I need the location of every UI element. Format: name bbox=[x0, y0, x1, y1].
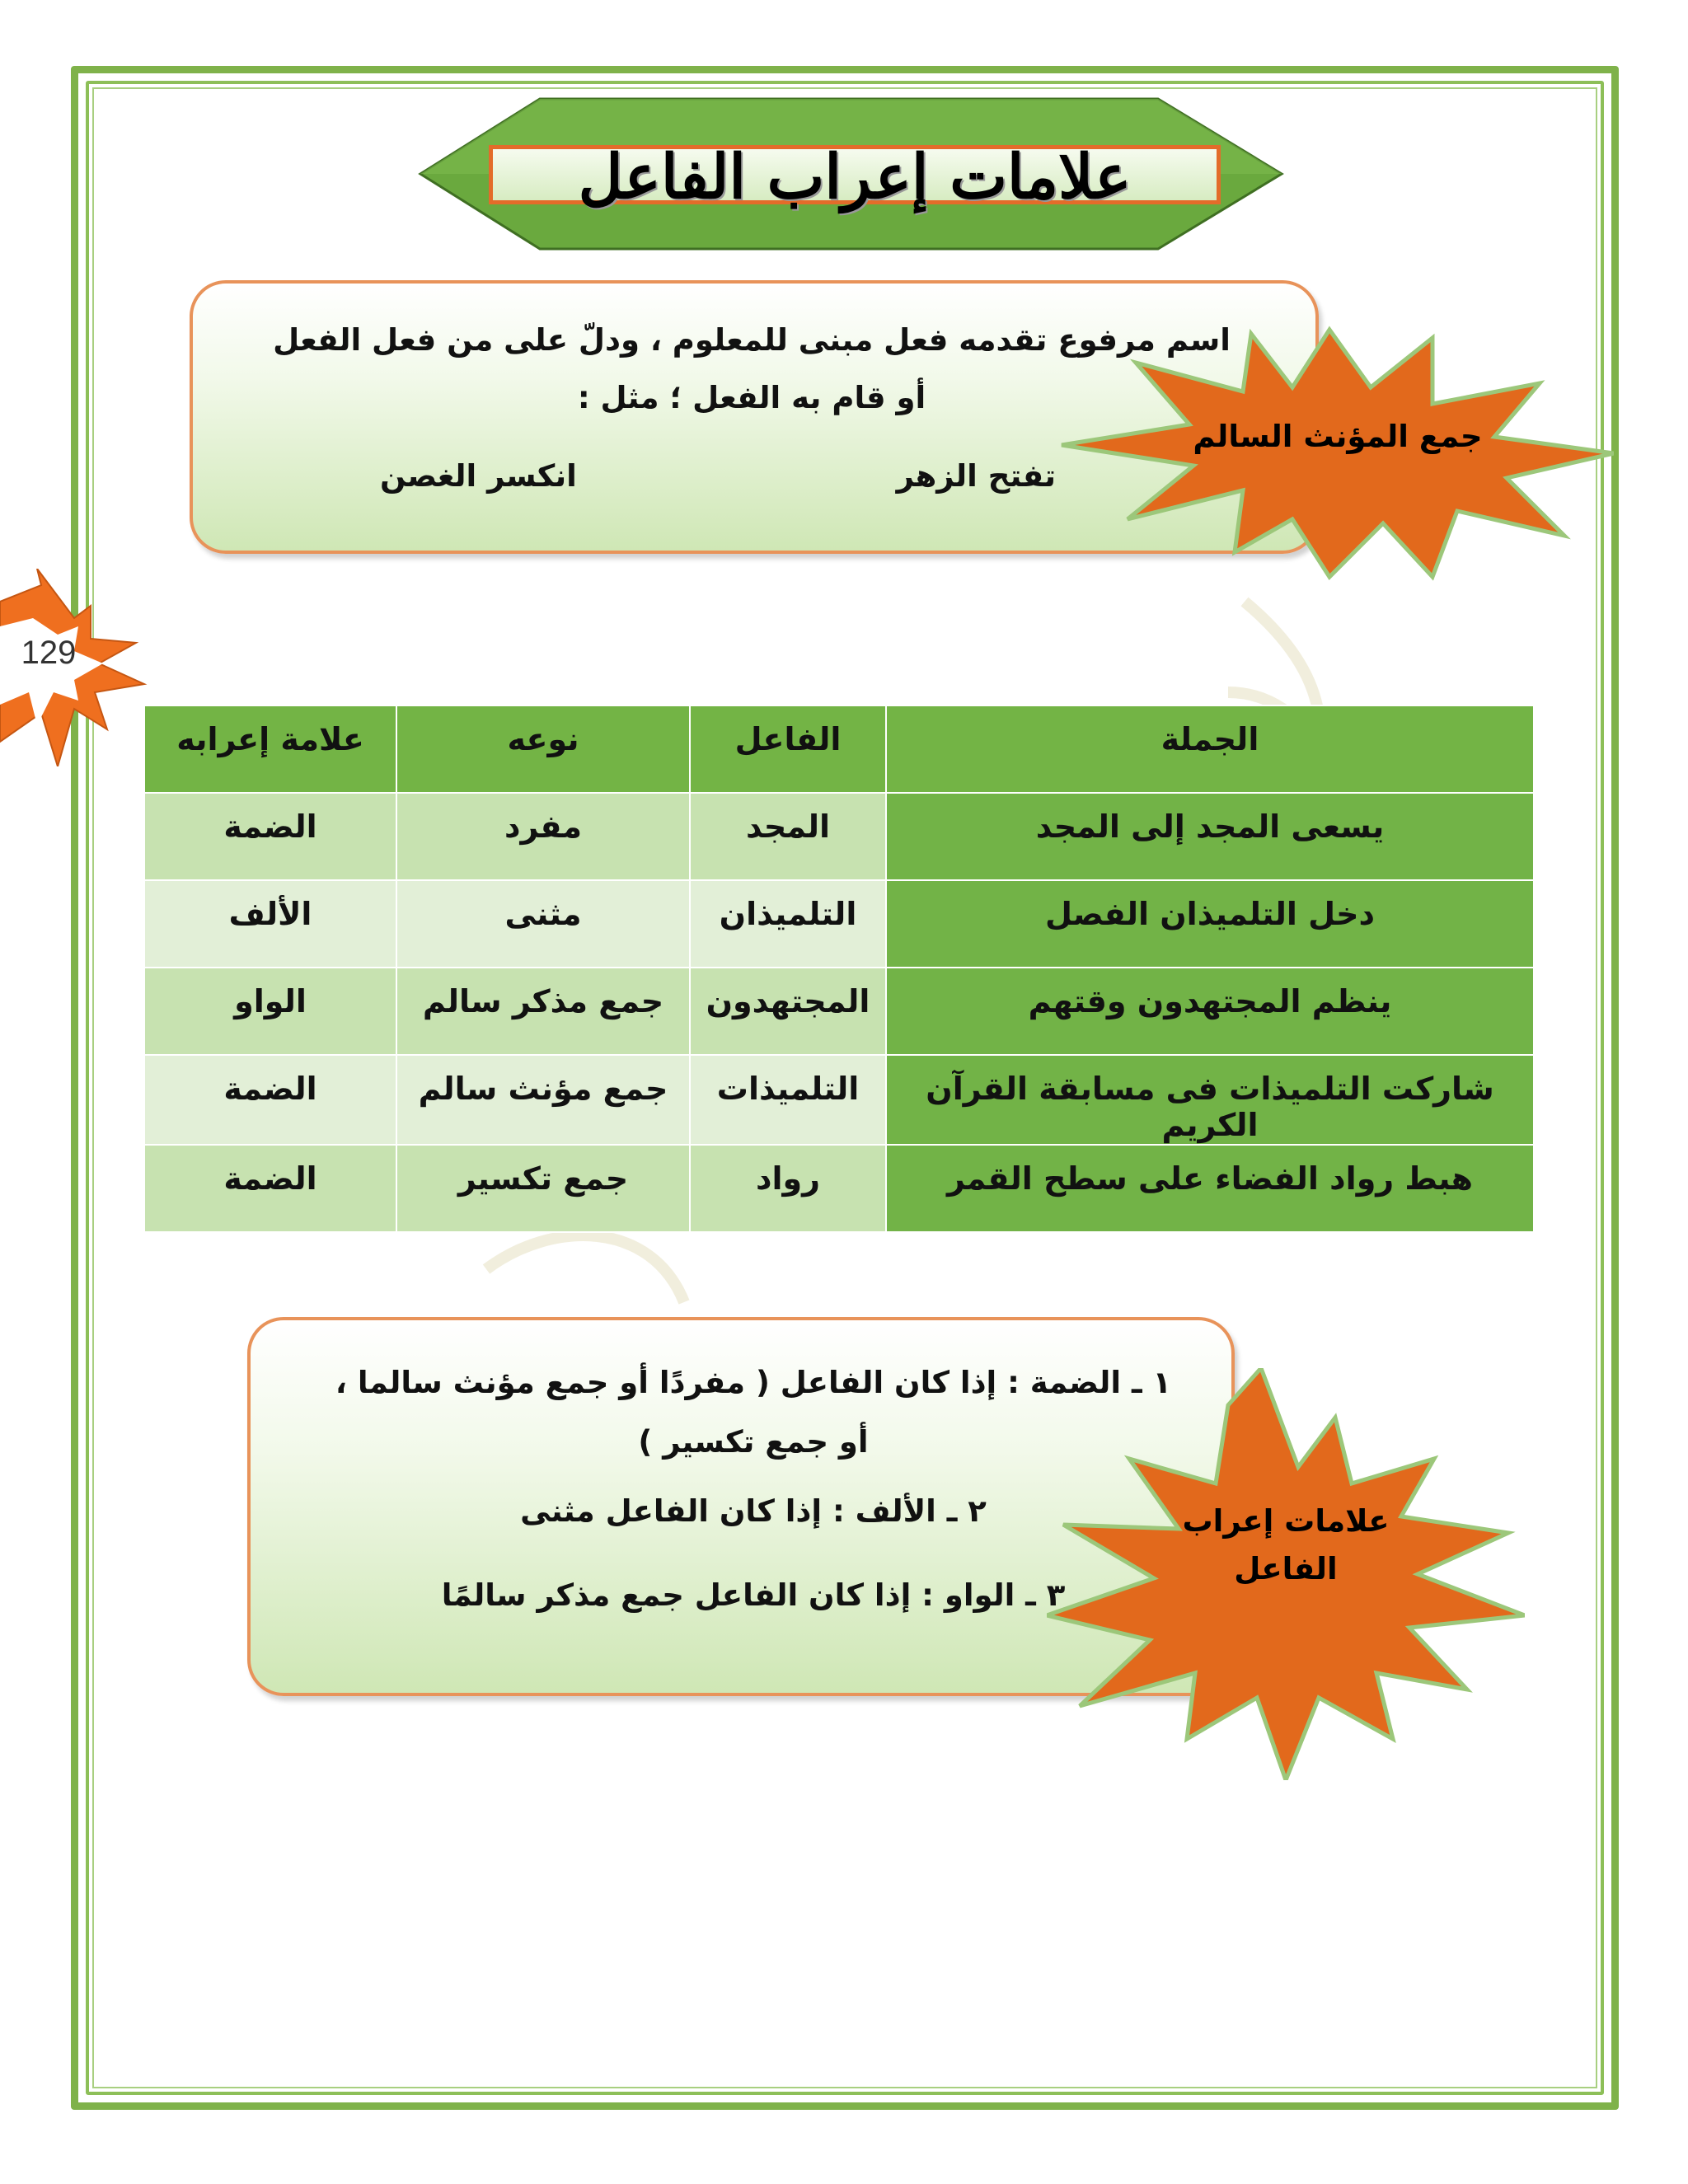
table-cell-sentence: يسعى المجد إلى المجد bbox=[886, 793, 1534, 880]
page-number: 129 bbox=[21, 635, 77, 671]
table-header-cell: نوعه bbox=[396, 705, 690, 793]
grammar-table bbox=[143, 705, 1535, 1233]
rule-damma: ١ ـ الضمة : إذا كان الفاعل ( مفردًا أو جمع مؤنث سالما ، أو جمع تكسير ) bbox=[335, 1365, 1172, 1460]
table-row bbox=[144, 880, 1534, 968]
table-cell-type: جمع مؤنث سالم bbox=[396, 1055, 690, 1145]
table-cell-subject: التلميذات bbox=[690, 1055, 886, 1145]
star-label-top: جمع المؤنث السالم bbox=[1193, 419, 1483, 454]
table-cell-sign: الواو bbox=[144, 968, 396, 1055]
table-cell-sentence: شاركت التلميذات فى مسابقة القرآن الكريم bbox=[886, 1055, 1534, 1145]
table-row bbox=[144, 968, 1534, 1055]
definition-text: اسم مرفوع تقدمه فعل مبنى للمعلوم ، ودلّ على من فعل الفعل أو قام به الفعل ؛ مثل : bbox=[273, 322, 1231, 415]
table-cell-subject: المجتهدون bbox=[690, 968, 886, 1055]
table-cell-sign: الضمة bbox=[144, 1055, 396, 1145]
table-cell-type: جمع مذكر سالم bbox=[396, 968, 690, 1055]
table-cell-type: مفرد bbox=[396, 793, 690, 880]
starburst-badge-top bbox=[1045, 313, 1614, 585]
rule-waw: ٣ ـ الواو : إذا كان الفاعل جمع مذكر سالمًا bbox=[441, 1577, 1066, 1613]
table-cell-subject: التلميذان bbox=[690, 880, 886, 968]
table-cell-sentence: ينظم المجتهدون وقتهم bbox=[886, 968, 1534, 1055]
starburst-badge-bottom bbox=[1047, 1368, 1525, 1780]
example-1: تفتح الزهر bbox=[896, 458, 1056, 494]
table-cell-subject: المجد bbox=[690, 793, 886, 880]
table-cell-sign: الألف bbox=[144, 880, 396, 968]
example-2: انكسر الغصن bbox=[380, 458, 577, 494]
table-cell-sentence: دخل التلميذان الفصل bbox=[886, 880, 1534, 968]
table-row bbox=[144, 1055, 1534, 1145]
table-cell-sign: الضمة bbox=[144, 1145, 396, 1232]
table-header-cell: علامة إعرابه bbox=[144, 705, 396, 793]
rule-alif: ٢ ـ الألف : إذا كان الفاعل مثنى bbox=[520, 1493, 987, 1529]
table-header-cell: الجملة bbox=[886, 705, 1534, 793]
table-row bbox=[144, 1145, 1534, 1232]
table-cell-sentence: هبط رواد الفضاء على سطح القمر bbox=[886, 1145, 1534, 1232]
title-box bbox=[489, 142, 1221, 213]
star-label-bottom: علامات إعراب الفاعل bbox=[1182, 1503, 1390, 1586]
definition-examples bbox=[380, 458, 1056, 494]
table-cell-type: مثنى bbox=[396, 880, 690, 968]
page-title: علامات إعراب الفاعل bbox=[578, 142, 1132, 213]
table-header-row bbox=[144, 705, 1534, 793]
table-header-cell: الفاعل bbox=[690, 705, 886, 793]
table-cell-sign: الضمة bbox=[144, 793, 396, 880]
title-banner bbox=[416, 92, 1286, 255]
table-cell-type: جمع تكسير bbox=[396, 1145, 690, 1232]
table-cell-subject: رواد bbox=[690, 1145, 886, 1232]
table-row bbox=[144, 793, 1534, 880]
